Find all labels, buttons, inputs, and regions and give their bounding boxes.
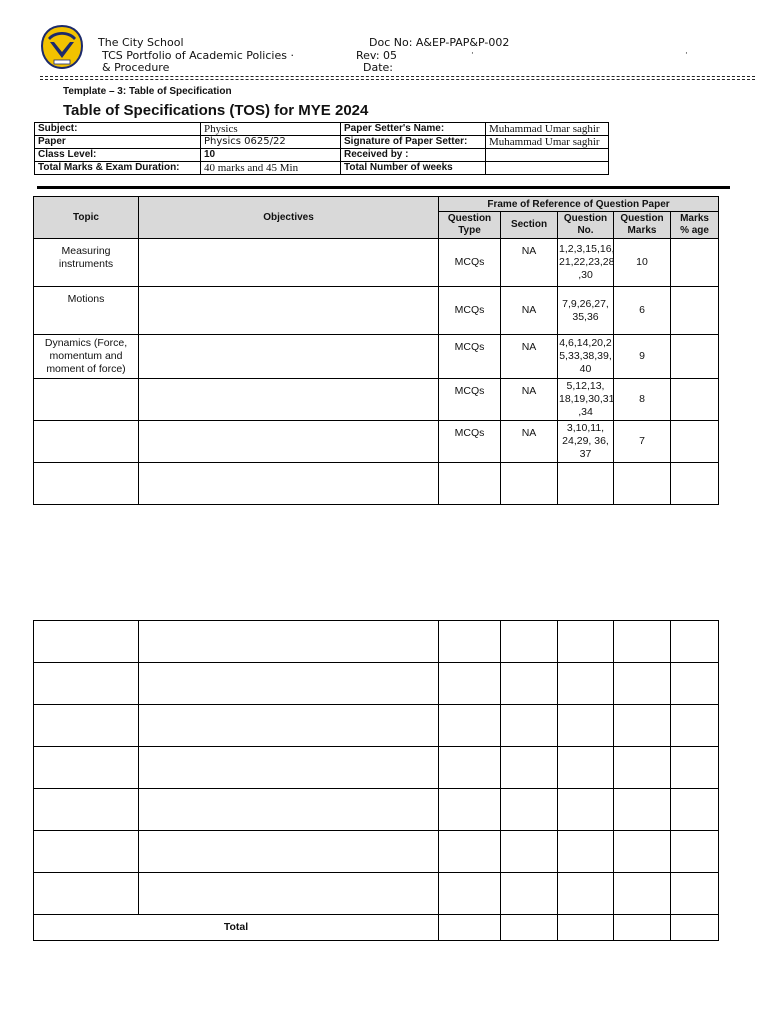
objectives-cell: [139, 287, 439, 335]
topic-cell: [34, 747, 139, 789]
question-marks-cell: [614, 705, 671, 747]
question-no-cell: 3,10,11, 24,29, 36, 37: [558, 421, 614, 463]
table-row: [34, 239, 719, 287]
question-type-cell: MCQs: [439, 379, 501, 421]
table-row: [34, 463, 719, 505]
question-no-cell: 5,12,13, 18,19,30,31 ,34: [558, 379, 614, 421]
specification-table-continued: [33, 620, 719, 941]
received-label: Received by :: [341, 149, 486, 162]
section-cell: NA: [501, 239, 558, 287]
topic-cell: Measuring instruments: [34, 239, 139, 287]
frame-header: Frame of Reference of Question Paper: [439, 197, 719, 212]
topic-cell: [34, 831, 139, 873]
table-row: [34, 335, 719, 379]
objectives-cell: [139, 621, 439, 663]
total-question-type: [439, 915, 501, 941]
dot-mark: ·: [685, 49, 688, 59]
table-row: [34, 287, 719, 335]
topic-cell: [34, 789, 139, 831]
col-question-type: Question Type: [439, 212, 501, 239]
question-type-cell: [439, 621, 501, 663]
objectives-cell: [139, 789, 439, 831]
header-divider: [40, 76, 755, 77]
table-row: [34, 379, 719, 421]
topic-cell: [34, 621, 139, 663]
section-cell: [501, 831, 558, 873]
section-cell: [501, 663, 558, 705]
school-logo: [40, 24, 84, 70]
question-type-cell: [439, 463, 501, 505]
question-type-cell: MCQs: [439, 239, 501, 287]
table-row: [34, 421, 719, 463]
marks-percent-cell: [671, 831, 719, 873]
marks-percent-cell: [671, 705, 719, 747]
question-type-cell: [439, 705, 501, 747]
question-marks-cell: [614, 663, 671, 705]
marks-percent-cell: [671, 873, 719, 915]
question-no-cell: 1,2,3,15,16, 21,22,23,28 ,30: [558, 239, 614, 287]
section-cell: [501, 747, 558, 789]
marks-percent-cell: [671, 663, 719, 705]
table-row: [34, 873, 719, 915]
question-no-cell: [558, 873, 614, 915]
question-no-cell: [558, 621, 614, 663]
topic-cell: [34, 705, 139, 747]
question-no-cell: 7,9,26,27, 35,36: [558, 287, 614, 335]
col-objectives: Objectives: [139, 197, 439, 239]
total-row: [34, 915, 719, 941]
section-cell: NA: [501, 379, 558, 421]
table-row: [34, 705, 719, 747]
col-question-no: Question No.: [558, 212, 614, 239]
question-type-cell: [439, 831, 501, 873]
marks-percent-cell: [671, 463, 719, 505]
question-type-cell: [439, 663, 501, 705]
signature-label: Signature of Paper Setter:: [341, 136, 486, 149]
objectives-cell: [139, 421, 439, 463]
section-cell: NA: [501, 335, 558, 379]
section-divider: [37, 186, 730, 189]
col-section: Section: [501, 212, 558, 239]
table-row: [34, 747, 719, 789]
objectives-cell: [139, 463, 439, 505]
objectives-cell: [139, 335, 439, 379]
total-marks-percent: [671, 915, 719, 941]
question-marks-cell: 8: [614, 379, 671, 421]
question-marks-cell: [614, 747, 671, 789]
question-type-cell: MCQs: [439, 421, 501, 463]
doc-number: Doc No: A&EP-PAP&P-002: [369, 36, 510, 49]
header-divider: [40, 79, 755, 80]
total-section: [501, 915, 558, 941]
paper-info-table: [34, 122, 609, 175]
topic-cell: [34, 421, 139, 463]
portfolio-line-1: TCS Portfolio of Academic Policies ·: [102, 49, 294, 62]
class-label: Class Level:: [35, 149, 201, 162]
marks-percent-cell: [671, 287, 719, 335]
question-marks-cell: [614, 621, 671, 663]
received-value: [486, 149, 609, 162]
table-row: [34, 789, 719, 831]
question-no-cell: [558, 663, 614, 705]
question-marks-cell: [614, 831, 671, 873]
marks-percent-cell: [671, 239, 719, 287]
page-title: Table of Specifications (TOS) for MYE 2024: [63, 102, 369, 119]
topic-cell: [34, 379, 139, 421]
setter-label: Paper Setter's Name:: [341, 123, 486, 136]
question-type-cell: MCQs: [439, 335, 501, 379]
revision: Rev: 05: [356, 49, 398, 62]
objectives-cell: [139, 873, 439, 915]
marks-percent-cell: [671, 335, 719, 379]
question-no-cell: [558, 831, 614, 873]
col-question-marks: Question Marks: [614, 212, 671, 239]
topic-cell: Motions: [34, 287, 139, 335]
objectives-cell: [139, 663, 439, 705]
section-cell: [501, 621, 558, 663]
specification-table: [33, 196, 719, 505]
subject-value: Physics: [201, 123, 341, 136]
template-label: Template – 3: Table of Specification: [63, 86, 232, 97]
marks-percent-cell: [671, 379, 719, 421]
signature-value: Muhammad Umar saghir: [486, 136, 609, 149]
section-cell: [501, 705, 558, 747]
question-marks-cell: [614, 873, 671, 915]
objectives-cell: [139, 379, 439, 421]
question-type-cell: MCQs: [439, 287, 501, 335]
question-marks-cell: 9: [614, 335, 671, 379]
marks-percent-cell: [671, 421, 719, 463]
table-row: [34, 621, 719, 663]
objectives-cell: [139, 705, 439, 747]
question-marks-cell: 6: [614, 287, 671, 335]
marks-percent-cell: [671, 747, 719, 789]
question-no-cell: [558, 463, 614, 505]
table-row: [34, 663, 719, 705]
paper-label: Paper: [35, 136, 201, 149]
doc-date: Date:: [363, 61, 393, 74]
question-no-cell: [558, 705, 614, 747]
section-cell: [501, 789, 558, 831]
col-marks-percent: Marks % age: [671, 212, 719, 239]
weeks-label: Total Number of weeks: [341, 162, 486, 175]
topic-cell: [34, 663, 139, 705]
subject-label: Subject:: [35, 123, 201, 136]
question-type-cell: [439, 747, 501, 789]
question-marks-cell: [614, 463, 671, 505]
topic-cell: [34, 873, 139, 915]
section-cell: [501, 463, 558, 505]
section-cell: NA: [501, 287, 558, 335]
objectives-cell: [139, 239, 439, 287]
col-topic: Topic: [34, 197, 139, 239]
class-value: 10: [201, 149, 341, 162]
total-question-marks: [614, 915, 671, 941]
setter-value: Muhammad Umar saghir: [486, 123, 609, 136]
question-no-cell: 4,6,14,20,2 5,33,38,39, 40: [558, 335, 614, 379]
dot-mark: ·: [471, 49, 474, 59]
question-no-cell: [558, 789, 614, 831]
question-marks-cell: 10: [614, 239, 671, 287]
marks-percent-cell: [671, 789, 719, 831]
total-label: Total: [34, 915, 439, 941]
objectives-cell: [139, 747, 439, 789]
topic-cell: Dynamics (Force, momentum and moment of force): [34, 335, 139, 379]
paper-value: Physics 0625/22: [201, 136, 341, 149]
question-marks-cell: [614, 789, 671, 831]
section-cell: [501, 873, 558, 915]
question-type-cell: [439, 873, 501, 915]
weeks-value: [486, 162, 609, 175]
school-name: The City School: [98, 36, 184, 49]
question-no-cell: [558, 747, 614, 789]
topic-cell: [34, 463, 139, 505]
total-question-no: [558, 915, 614, 941]
marks-value: 40 marks and 45 Min: [201, 162, 341, 175]
portfolio-line-2: & Procedure: [102, 61, 170, 74]
marks-label: Total Marks & Exam Duration:: [35, 162, 201, 175]
objectives-cell: [139, 831, 439, 873]
section-cell: NA: [501, 421, 558, 463]
table-row: [34, 831, 719, 873]
question-type-cell: [439, 789, 501, 831]
marks-percent-cell: [671, 621, 719, 663]
question-marks-cell: 7: [614, 421, 671, 463]
